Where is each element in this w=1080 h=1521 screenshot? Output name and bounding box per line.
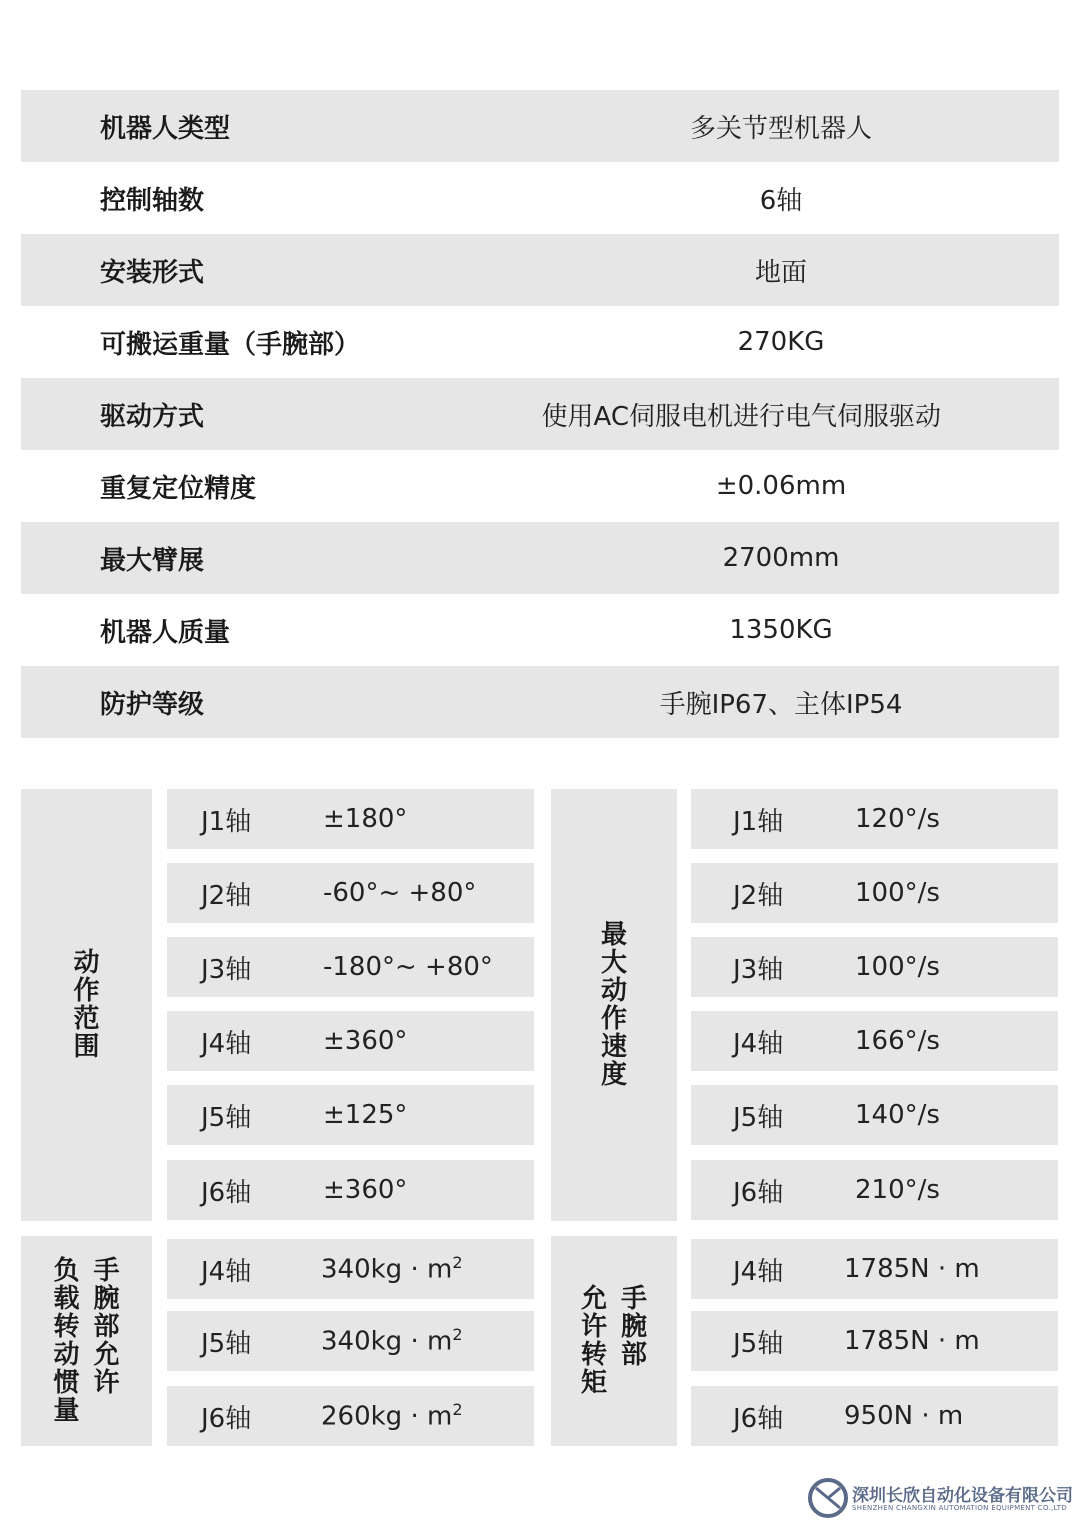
spec-label: 驱动方式 xyxy=(100,401,205,432)
spec-label: 机器人质量 xyxy=(100,617,231,648)
axis-label: J5轴 xyxy=(733,1328,784,1359)
spec-label: 防护等级 xyxy=(100,689,205,720)
axis-value: 1785N · m xyxy=(844,1254,980,1284)
axis-label: J5轴 xyxy=(201,1102,252,1133)
axis-value: 210°/s xyxy=(855,1175,940,1205)
spec-label: 控制轴数 xyxy=(100,185,205,216)
inertia-row xyxy=(167,1386,534,1446)
motion-range-label xyxy=(21,789,152,1221)
torque-row xyxy=(691,1386,1058,1446)
company-name-cn: 深圳长欣自动化设备有限公司 xyxy=(852,1486,1073,1506)
spec-row xyxy=(21,378,1059,450)
axis-label: J5轴 xyxy=(733,1102,784,1133)
unit-superscript: 2 xyxy=(452,1253,463,1273)
unit-superscript: 2 xyxy=(452,1325,463,1345)
axis-label: J1轴 xyxy=(733,806,784,837)
axis-value: 100°/s xyxy=(855,878,940,908)
axis-value: ±360° xyxy=(323,1026,408,1056)
inertia-label-col2: 负载转动惯量 xyxy=(53,1256,80,1426)
max-speed-row xyxy=(691,789,1058,849)
motion-range-row xyxy=(167,1011,534,1071)
spec-row xyxy=(21,666,1059,738)
axis-value: 140°/s xyxy=(855,1100,940,1130)
motion-range-row xyxy=(167,1160,534,1220)
spec-label: 重复定位精度 xyxy=(100,473,257,504)
axis-label: J2轴 xyxy=(201,880,252,911)
motion-range-row xyxy=(167,1085,534,1145)
axis-label: J3轴 xyxy=(201,954,252,985)
motion-range-row xyxy=(167,863,534,923)
max-speed-row xyxy=(691,1011,1058,1071)
spec-value: ±0.06mm xyxy=(715,471,847,501)
torque-label-col1: 手腕部 xyxy=(620,1284,647,1370)
spec-label: 机器人类型 xyxy=(100,113,231,144)
torque-row xyxy=(691,1311,1058,1371)
company-name-en: SHENZHEN CHANGXIN AUTOMATION EQUIPMENT CO.,LTD xyxy=(852,1504,1068,1512)
motion-range-row xyxy=(167,937,534,997)
spec-value: 多关节型机器人 xyxy=(689,113,872,144)
spec-label: 可搬运重量（手腕部） xyxy=(100,329,361,360)
axis-label: J6轴 xyxy=(733,1403,784,1434)
torque-label xyxy=(551,1236,677,1446)
motion-range-label-text: 动作范围 xyxy=(73,948,100,1062)
spec-value: 2700mm xyxy=(722,543,840,573)
max-speed-label xyxy=(551,789,677,1221)
axis-label: J4轴 xyxy=(733,1028,784,1059)
axis-value: 260kg · m xyxy=(321,1401,453,1432)
axis-label: J6轴 xyxy=(201,1177,252,1208)
axis-value: 340kg · m xyxy=(321,1326,453,1357)
axis-label: J5轴 xyxy=(201,1328,252,1359)
spec-value: 6轴 xyxy=(759,185,803,216)
spec-row xyxy=(21,450,1059,522)
axis-value: 166°/s xyxy=(855,1026,940,1056)
max-speed-label-text: 最大动作速度 xyxy=(600,920,627,1090)
axis-value: -60°~ +80° xyxy=(323,878,477,908)
axis-label: J4轴 xyxy=(733,1256,784,1287)
max-speed-row xyxy=(691,1160,1058,1220)
spec-value: 1350KG xyxy=(729,615,833,645)
axis-value: ±125° xyxy=(323,1100,408,1130)
axis-label: J6轴 xyxy=(733,1177,784,1208)
inertia-row xyxy=(167,1311,534,1371)
axis-value: ±360° xyxy=(323,1175,408,1205)
inertia-row xyxy=(167,1239,534,1299)
axis-value: 100°/s xyxy=(855,952,940,982)
max-speed-row xyxy=(691,937,1058,997)
axis-value: ±180° xyxy=(323,804,408,834)
spec-value: 地面 xyxy=(754,257,807,288)
axis-value: -180°~ +80° xyxy=(323,952,493,982)
axis-label: J6轴 xyxy=(201,1403,252,1434)
inertia-label-col1: 手腕部允许 xyxy=(93,1256,120,1398)
spec-label: 安装形式 xyxy=(100,257,205,288)
axis-label: J3轴 xyxy=(733,954,784,985)
spec-row xyxy=(21,162,1059,234)
spec-row xyxy=(21,306,1059,378)
spec-row xyxy=(21,594,1059,666)
torque-row xyxy=(691,1239,1058,1299)
torque-label-col2: 允许转矩 xyxy=(580,1284,607,1398)
spec-table xyxy=(21,90,1059,738)
unit-superscript: 2 xyxy=(452,1400,463,1420)
spec-row xyxy=(21,522,1059,594)
company-logo-icon xyxy=(808,1478,848,1518)
axis-label: J2轴 xyxy=(733,880,784,911)
axis-label: J4轴 xyxy=(201,1028,252,1059)
spec-row xyxy=(21,90,1059,162)
axis-label: J1轴 xyxy=(201,806,252,837)
axis-label: J4轴 xyxy=(201,1256,252,1287)
spec-value: 使用AC伺服电机进行电气伺服驱动 xyxy=(541,401,941,432)
axis-value: 1785N · m xyxy=(844,1326,980,1356)
max-speed-row xyxy=(691,1085,1058,1145)
max-speed-row xyxy=(691,863,1058,923)
inertia-label xyxy=(21,1236,152,1446)
axis-value: 950N · m xyxy=(844,1401,964,1431)
company-logo xyxy=(808,1478,1076,1518)
axis-value: 120°/s xyxy=(855,804,940,834)
spec-label: 最大臂展 xyxy=(100,545,205,576)
axis-value: 340kg · m xyxy=(321,1254,453,1285)
motion-range-row xyxy=(167,789,534,849)
spec-row xyxy=(21,234,1059,306)
spec-value: 手腕IP67、主体IP54 xyxy=(659,689,903,720)
spec-value: 270KG xyxy=(737,327,825,357)
